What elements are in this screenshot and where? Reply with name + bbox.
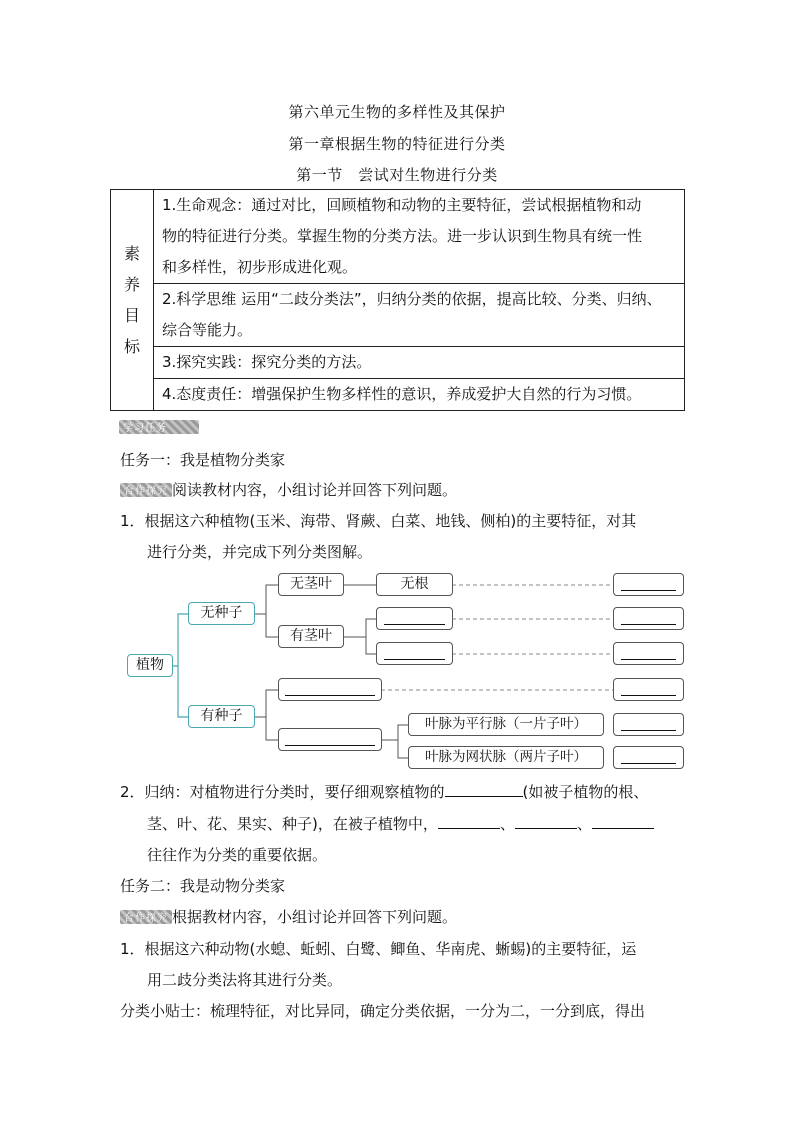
result-box-3[interactable] (613, 642, 684, 665)
task2-question1-line2: 用二歧分类法将其进行分类。 (147, 971, 343, 989)
section-title: 第一节 尝试对生物进行分类 (296, 166, 498, 184)
goals-side-label: 素 养 目 标 (111, 190, 154, 411)
blank-organ-2[interactable] (515, 828, 577, 829)
classification-tip: 分类小贴士：梳理特征，对比异同，确定分类依据，一分为二，一分到底，得出 (120, 1002, 646, 1020)
blank-box-seed-1[interactable] (278, 678, 382, 701)
task1-heading: 任务一：我是植物分类家 (120, 451, 286, 469)
goal-row-3: 3.探究实践：探究分类的方法。 (154, 347, 685, 379)
task1-question1-line2: 进行分类，并完成下列分类图解。 (147, 543, 373, 561)
no-stem-leaf-node: 无茎叶 (278, 573, 344, 596)
no-root-node: 无根 (376, 573, 453, 596)
activity-tag-1: 合作探究 (120, 483, 172, 497)
activity-tag-2: 合作探究 (120, 910, 172, 924)
goal-row-4: 4.态度责任：增强保护生物多样性的意识，养成爱护大自然的行为习惯。 (154, 379, 685, 411)
result-box-1[interactable] (613, 573, 684, 596)
blank-box-seed-2[interactable] (278, 728, 382, 751)
task1-question2-line1: 2．归纳：对植物进行分类时，要仔细观察植物的 (如被子植物的根、 (120, 783, 649, 801)
has-seed-node: 有种子 (188, 705, 255, 728)
task2-question1-line1: 1．根据这六种动物(水螅、蚯蚓、白鹭、鲫鱼、华南虎、蜥蜴)的主要特征，运 (120, 940, 637, 958)
chapter-title: 第一章根据生物的特征进行分类 (288, 135, 506, 153)
result-box-2[interactable] (613, 607, 684, 630)
result-box-6[interactable] (613, 746, 684, 769)
no-seed-node: 无种子 (188, 602, 255, 625)
result-box-5[interactable] (613, 713, 684, 736)
blank-observe-parts[interactable] (445, 796, 523, 797)
learning-task-tag: 学习任务 (119, 420, 199, 434)
blank-organ-3[interactable] (592, 828, 654, 829)
task1-instruction: 阅读教材内容，小组讨论并回答下列问题。 (172, 481, 458, 499)
result-box-4[interactable] (613, 678, 684, 701)
goal-row-2: 2.科学思维 运用“二歧分类法”，归纳分类的依据，提高比较、分类、归纳、 综合等能力。 (154, 284, 685, 347)
net-vein-node: 叶脉为网状脉（两片子叶） (408, 746, 604, 769)
task2-instruction: 根据教材内容，小组讨论并回答下列问题。 (172, 908, 458, 926)
task1-question1-line1: 1．根据这六种植物(玉米、海带、肾蕨、白菜、地钱、侧柏)的主要特征，对其 (120, 512, 637, 530)
parallel-vein-node: 叶脉为平行脉（一片子叶） (408, 713, 604, 736)
goal-row-1: 1.生命观念：通过对比，回顾植物和动物的主要特征，尝试根据植物和动 物的特征进行分类。掌握生物的分类方法。进一步认识到生物具有统一性 和多样性，初步形成进化观。 (154, 190, 685, 284)
blank-organ-1[interactable] (438, 828, 500, 829)
blank-box-stem-2[interactable] (376, 642, 453, 665)
has-stem-leaf-node: 有茎叶 (278, 625, 344, 648)
blank-box-stem-1[interactable] (376, 607, 453, 630)
task2-heading: 任务二：我是动物分类家 (120, 877, 286, 895)
plant-root-node: 植物 (127, 654, 173, 677)
task1-question2-line2: 茎、叶、花、果实、种子)，在被子植物中， 、 、 (147, 814, 654, 834)
task1-question2-line3: 往往作为分类的重要依据。 (147, 846, 328, 864)
unit-title: 第六单元生物的多样性及其保护 (288, 103, 506, 121)
